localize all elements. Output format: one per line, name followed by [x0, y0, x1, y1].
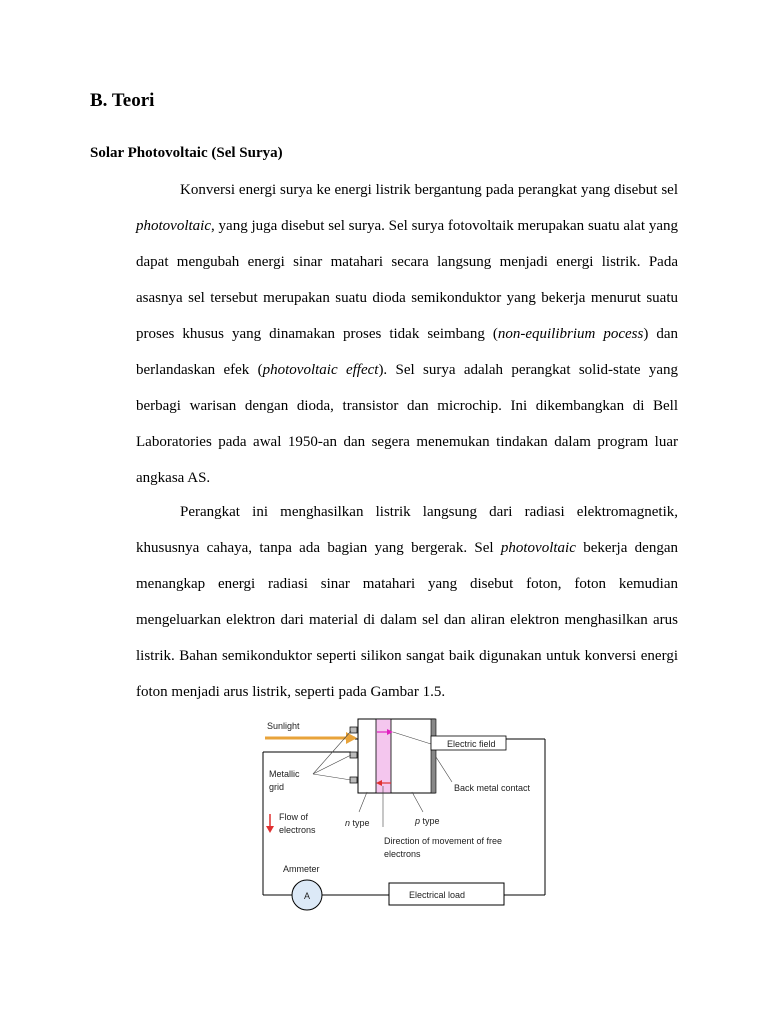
grid-contact-3 — [350, 777, 357, 783]
label-grid: grid — [269, 782, 285, 792]
label-ammeter: Ammeter — [283, 864, 320, 874]
label-electrical-load: Electrical load — [409, 890, 466, 900]
grid-contact-2 — [350, 752, 357, 758]
sunlight-arrowhead — [346, 732, 357, 744]
label-electrons: electrons — [279, 825, 316, 835]
section-heading: B. Teori — [90, 90, 155, 111]
back-metal-contact — [431, 719, 436, 793]
label-direction-line-1: Direction of movement of free — [384, 836, 503, 846]
label-p-type: p type — [415, 816, 440, 826]
section-subheading: Solar Photovoltaic (Sel Surya) — [90, 145, 283, 161]
paragraph-1: Konversi energi surya ke energi listrik bergantung pada perangkat yang disebut sel photovoltaic, yang juga disebut sel surya. Sel surya fotovoltaik merupakan suatu alat yang dapat mengubah energi sinar matahari secara langsung menjadi energi listrik. Pada asasnya sel tersebut merupakan suatu dioda semikonduktor yang bekerja menurut suatu proses khusus yang dinamakan proses tidak seimbang (non-equilibrium pocess) dan berlandaskan efek (photovoltaic effect). Sel surya adalah perangkat solid-state yang berbagi warisan dengan dioda, transistor dan microchip. Ini dikembangkan di Bell Laboratories pada awal 1950-an dan segera menemukan tindakan dalam program luar angkasa AS. — [136, 182, 679, 486]
paragraph-2: Perangkat ini menghasilkan listrik langsung dari radiasi elektromagnetik, khususnya cahaya, tanpa ada bagian yang bergerak. Sel photovoltaic bekerja dengan menangkap energi radiasi sinar matahari yang disebut foton, foton kemudian mengeluarkan elektron dari material di dalam sel dan aliran elektron menghasilkan arus listrik. Bahan semikonduktor seperti silikon sangat baik digunakan untuk konversi energi foton menjadi arus listrik, seperti pada Gambar 1.5. — [136, 504, 678, 700]
label-metallic: Metallic — [269, 769, 300, 779]
label-ammeter-symbol: A — [304, 891, 311, 901]
leader-metallic-2 — [313, 755, 351, 774]
flow-of-electrons-arrowhead — [266, 826, 274, 833]
label-direction-line-2: electrons — [384, 849, 421, 859]
leader-metallic-3 — [313, 774, 351, 780]
leader-n-type — [359, 792, 367, 812]
solar-cell-diagram — [255, 712, 555, 912]
label-electric-field: Electric field — [447, 739, 496, 749]
label-n-type: n type — [345, 818, 370, 828]
leader-p-type — [412, 792, 423, 812]
label-back-metal-contact: Back metal contact — [454, 783, 531, 793]
label-sunlight: Sunlight — [267, 721, 300, 731]
label-flow-of: Flow of — [279, 812, 309, 822]
grid-contact-1 — [350, 727, 357, 733]
leader-back-metal — [436, 757, 452, 782]
cell-body — [358, 719, 435, 793]
